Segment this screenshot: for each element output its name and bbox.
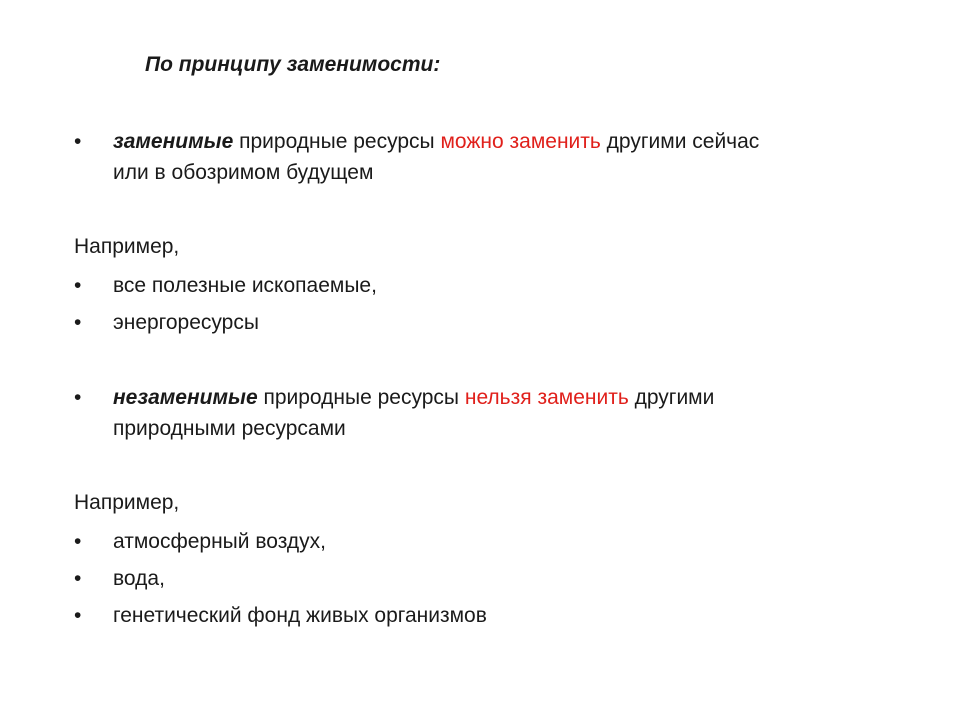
bullet-marker: • — [74, 130, 82, 153]
text-after: другими — [628, 386, 715, 409]
example-label-2: Например, — [74, 491, 180, 514]
bullet-line-2: природными ресурсами — [113, 417, 346, 440]
slide-heading: По принципу заменимости: — [145, 53, 441, 76]
example-text: генетический фонд живых организмов — [113, 604, 487, 627]
bullet-marker: • — [74, 530, 82, 553]
bullet-line-1 — [113, 382, 873, 413]
bullet-line-1 — [113, 126, 873, 157]
bullet-marker: • — [74, 604, 82, 627]
example-label-1: Например, — [74, 235, 180, 258]
text-after: другими сейчас — [600, 130, 760, 153]
example-text: все полезные ископаемые, — [113, 274, 377, 297]
example-text: энергоресурсы — [113, 311, 259, 334]
example-text: атмосферный воздух, — [113, 530, 326, 553]
term-irreplaceable: незаменимые — [113, 386, 258, 409]
highlight-cannot-replace: нельзя заменить — [464, 386, 629, 409]
bullet-marker: • — [74, 567, 82, 590]
bullet-line-2: или в обозримом будущем — [113, 161, 374, 184]
highlight-can-replace: можно заменить — [440, 130, 601, 153]
example-text: вода, — [113, 567, 165, 590]
bullet-marker: • — [74, 311, 82, 334]
bullet-marker: • — [74, 274, 82, 297]
bullet-marker: • — [74, 386, 82, 409]
bullet-text — [113, 126, 873, 188]
bullet-text — [113, 382, 873, 444]
term-replaceable: заменимые — [113, 130, 234, 153]
text-before: природные ресурсы — [257, 386, 465, 409]
text-before: природные ресурсы — [233, 130, 441, 153]
